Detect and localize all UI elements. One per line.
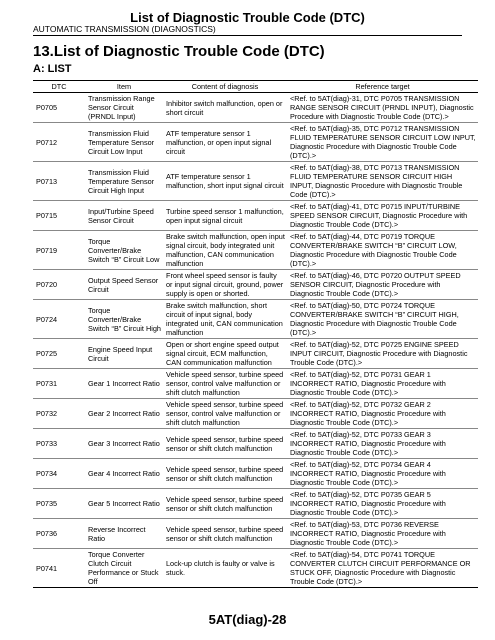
table-row (33, 429, 478, 459)
cell-content: Vehicle speed sensor, turbine speed sensor, control valve malfunction or shift clutch malfunction (163, 399, 287, 429)
table-row (33, 519, 478, 549)
cell-reference[interactable]: <Ref. to 5AT(diag)-31, DTC P0705 TRANSMISSION RANGE SENSOR CIRCUIT (PRNDL INPUT), Diagnostic Procedure with Diagnostic Trouble Code (DTC).> (287, 93, 478, 123)
cell-content: ATF temperature sensor 1 malfunction, short input signal circuit (163, 162, 287, 201)
dtc-table (33, 80, 478, 588)
page-header-title: List of Diagnostic Trouble Code (DTC) (130, 10, 365, 25)
cell-item: Gear 3 Incorrect Ratio (85, 429, 163, 459)
table-row (33, 231, 478, 270)
cell-reference[interactable]: <Ref. to 5AT(diag)-52, DTC P0735 GEAR 5 INCORRECT RATIO, Diagnostic Procedure with Diagnostic Trouble Code (DTC).> (287, 489, 478, 519)
cell-item: Gear 1 Incorrect Ratio (85, 369, 163, 399)
cell-dtc: P0719 (33, 231, 85, 270)
column-header-item: Item (85, 81, 163, 93)
cell-dtc: P0731 (33, 369, 85, 399)
cell-content: Turbine speed sensor 1 malfunction, open input signal circuit (163, 201, 287, 231)
cell-reference[interactable]: <Ref. to 5AT(diag)-52, DTC P0731 GEAR 1 INCORRECT RATIO, Diagnostic Procedure with Diagnostic Trouble Code (DTC).> (287, 369, 478, 399)
cell-dtc: P0732 (33, 399, 85, 429)
cell-content: Vehicle speed sensor, turbine speed sensor or shift clutch malfunction (163, 429, 287, 459)
cell-reference[interactable]: <Ref. to 5AT(diag)-46, DTC P0720 OUTPUT SPEED SENSOR CIRCUIT, Diagnostic Procedure with Diagnostic Trouble Code (DTC).> (287, 270, 478, 300)
cell-content: Vehicle speed sensor, turbine speed sensor or shift clutch malfunction (163, 519, 287, 549)
cell-content: Vehicle speed sensor, turbine speed sensor, control valve malfunction or shift clutch malfunction (163, 369, 287, 399)
cell-item: Output Speed Sensor Circuit (85, 270, 163, 300)
table-row (33, 549, 478, 588)
table-row (33, 123, 478, 162)
cell-content: Open or short engine speed output signal circuit, ECM malfunction, CAN communication malfunction (163, 339, 287, 369)
cell-dtc: P0724 (33, 300, 85, 339)
cell-item: Gear 5 Incorrect Ratio (85, 489, 163, 519)
cell-content: Vehicle speed sensor, turbine speed sensor or shift clutch malfunction (163, 489, 287, 519)
cell-reference[interactable]: <Ref. to 5AT(diag)-41, DTC P0715 INPUT/TURBINE SPEED SENSOR CIRCUIT, Diagnostic Procedure with Diagnostic Trouble Code (DTC).> (287, 201, 478, 231)
table-row (33, 270, 478, 300)
cell-content: Lock-up clutch is faulty or valve is stuck. (163, 549, 287, 588)
subsection-title: A: LIST (33, 63, 72, 75)
cell-dtc: P0734 (33, 459, 85, 489)
cell-item: Reverse Incorrect Ratio (85, 519, 163, 549)
table-header-row (33, 81, 478, 93)
table-row (33, 459, 478, 489)
cell-content: Inhibitor switch malfunction, open or short circuit (163, 93, 287, 123)
cell-reference[interactable]: <Ref. to 5AT(diag)-52, DTC P0734 GEAR 4 INCORRECT RATIO, Diagnostic Procedure with Diagnostic Trouble Code (DTC).> (287, 459, 478, 489)
table-row (33, 369, 478, 399)
cell-dtc: P0720 (33, 270, 85, 300)
cell-dtc: P0725 (33, 339, 85, 369)
cell-reference[interactable]: <Ref. to 5AT(diag)-38, DTC P0713 TRANSMISSION FLUID TEMPERATURE SENSOR CIRCUIT HIGH INPUT, Diagnostic Procedure with Diagnostic Trouble Code (DTC).> (287, 162, 478, 201)
table-row (33, 489, 478, 519)
cell-reference[interactable]: <Ref. to 5AT(diag)-44, DTC P0719 TORQUE CONVERTER/BRAKE SWITCH “B” CIRCUIT LOW, Diagnostic Procedure with Diagnostic Trouble Code (DTC).> (287, 231, 478, 270)
cell-item: Transmission Fluid Temperature Sensor Circuit High Input (85, 162, 163, 201)
page-number: 5AT(diag)-28 (208, 612, 287, 627)
table-row (33, 300, 478, 339)
cell-content: Brake switch malfunction, open input signal circuit, body integrated unit malfunction, CAN communication malfunction (163, 231, 287, 270)
cell-item: Gear 2 Incorrect Ratio (85, 399, 163, 429)
table-row (33, 399, 478, 429)
cell-reference[interactable]: <Ref. to 5AT(diag)-52, DTC P0725 ENGINE SPEED INPUT CIRCUIT, Diagnostic Procedure with Diagnostic Trouble Code (DTC).> (287, 339, 478, 369)
cell-dtc: P0741 (33, 549, 85, 588)
section-title: 13.List of Diagnostic Trouble Code (DTC) (33, 43, 325, 60)
cell-item: Torque Converter Clutch Circuit Performance or Stuck Off (85, 549, 163, 588)
cell-item: Torque Converter/Brake Switch “B” Circuit Low (85, 231, 163, 270)
cell-item: Gear 4 Incorrect Ratio (85, 459, 163, 489)
cell-item: Engine Speed Input Circuit (85, 339, 163, 369)
table-body (33, 93, 478, 588)
cell-dtc: P0735 (33, 489, 85, 519)
cell-dtc: P0715 (33, 201, 85, 231)
cell-item: Transmission Range Sensor Circuit (PRNDL Input) (85, 93, 163, 123)
header-divider (33, 35, 462, 36)
column-header-dtc: DTC (33, 81, 85, 93)
cell-content: Brake switch malfunction, short circuit of input signal, body integrated unit, CAN communication malfunction (163, 300, 287, 339)
cell-reference[interactable]: <Ref. to 5AT(diag)-50, DTC P0724 TORQUE CONVERTER/BRAKE SWITCH “B” CIRCUIT HIGH, Diagnostic Procedure with Diagnostic Trouble Code (DTC).> (287, 300, 478, 339)
cell-reference[interactable]: <Ref. to 5AT(diag)-35, DTC P0712 TRANSMISSION FLUID TEMPERATURE SENSOR CIRCUIT LOW INPUT, Diagnostic Procedure with Diagnostic Trouble Code (DTC).> (287, 123, 478, 162)
cell-reference[interactable]: <Ref. to 5AT(diag)-54, DTC P0741 TORQUE CONVERTER CLUTCH CIRCUIT PERFORMANCE OR STUCK OFF, Diagnostic Procedure with Diagnostic Trouble Code (DTC).> (287, 549, 478, 588)
table-row (33, 339, 478, 369)
cell-dtc: P0713 (33, 162, 85, 201)
table-row (33, 201, 478, 231)
column-header-reference: Reference target (287, 81, 478, 93)
column-header-content: Content of diagnosis (163, 81, 287, 93)
cell-item: Transmission Fluid Temperature Sensor Circuit Low Input (85, 123, 163, 162)
cell-reference[interactable]: <Ref. to 5AT(diag)-53, DTC P0736 REVERSE INCORRECT RATIO, Diagnostic Procedure with Diagnostic Trouble Code (DTC).> (287, 519, 478, 549)
table-row (33, 93, 478, 123)
cell-reference[interactable]: <Ref. to 5AT(diag)-52, DTC P0732 GEAR 2 INCORRECT RATIO, Diagnostic Procedure with Diagnostic Trouble Code (DTC).> (287, 399, 478, 429)
cell-dtc: P0736 (33, 519, 85, 549)
cell-dtc: P0705 (33, 93, 85, 123)
cell-content: Front wheel speed sensor is faulty or input signal circuit, ground, power supply is open or shorted. (163, 270, 287, 300)
cell-reference[interactable]: <Ref. to 5AT(diag)-52, DTC P0733 GEAR 3 INCORRECT RATIO, Diagnostic Procedure with Diagnostic Trouble Code (DTC).> (287, 429, 478, 459)
page-header-subtitle: AUTOMATIC TRANSMISSION (DIAGNOSTICS) (33, 24, 216, 34)
cell-dtc: P0712 (33, 123, 85, 162)
cell-content: Vehicle speed sensor, turbine speed sensor or shift clutch malfunction (163, 459, 287, 489)
table-row (33, 162, 478, 201)
cell-content: ATF temperature sensor 1 malfunction, or open input signal circuit (163, 123, 287, 162)
cell-dtc: P0733 (33, 429, 85, 459)
cell-item: Torque Converter/Brake Switch “B” Circuit High (85, 300, 163, 339)
cell-item: Input/Turbine Speed Sensor Circuit (85, 201, 163, 231)
